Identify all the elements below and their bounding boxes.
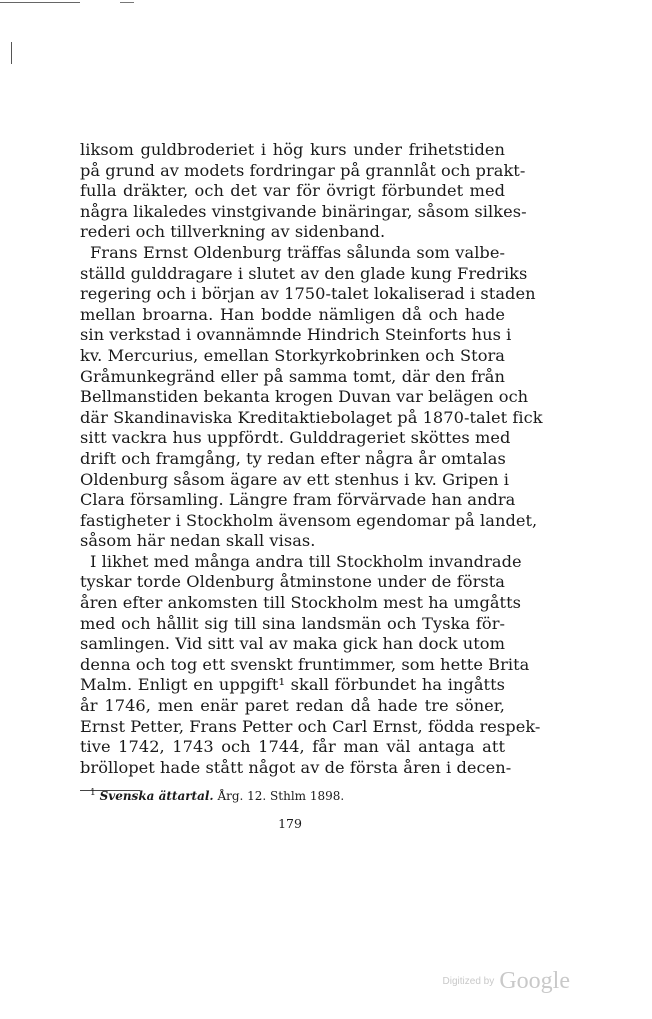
text-line: tive 1742, 1743 och 1744, får man väl antaga att — [80, 737, 505, 757]
text-line: sitt vackra hus uppfördt. Gulddrageriet sköttes med — [80, 428, 511, 448]
text-line: bröllopet hade stått något av de första åren i decen- — [80, 757, 512, 777]
text-line: ställd gulddragare i slutet av den glade kung Fredriks — [80, 263, 528, 283]
text-line: Ernst Petter, Frans Petter och Carl Ernst, födda respek- — [80, 716, 541, 736]
text-line: år 1746, men enär paret redan då hade tre söner, — [80, 696, 505, 716]
text-line: fulla dräkter, och det var för övrigt förbundet med — [80, 181, 505, 201]
watermark-prefix: Digitized by — [442, 976, 495, 987]
text-line: drift och framgång, ty redan efter några år omtalas — [80, 448, 506, 468]
footnote — [90, 788, 344, 804]
text-line: åren efter ankomsten till Stockholm mest ha umgåtts — [80, 593, 522, 613]
footnote-marker: 1 — [90, 788, 96, 798]
text-line: I likhet med många andra till Stockholm invandrade — [90, 551, 522, 571]
text-line: fastigheter i Stockholm ävensom egendomar på landet, — [80, 510, 538, 530]
digitized-watermark — [443, 968, 570, 995]
text-line: liksom guldbroderiet i hög kurs under frihetstiden — [80, 140, 505, 159]
text-line: rederi och tillverkning av sidenband. — [80, 222, 386, 242]
text-line: regering och i början av 1750-talet lokaliserad i staden — [80, 284, 536, 304]
text-line: samlingen. Vid sitt val av maka gick han dock utom — [80, 634, 506, 654]
text-line: sin verkstad i ovannämnde Hindrich Steinforts hus i — [80, 325, 512, 345]
text-line: mellan broarna. Han bodde nämligen då och hade — [80, 304, 505, 324]
text-line: tyskar torde Oldenburg åtminstone under de första — [80, 572, 505, 592]
text-line: på grund av modets fordringar på grannlåt och prakt- — [80, 160, 526, 180]
text-line: Frans Ernst Oldenburg träffas sålunda som valbe- — [90, 242, 505, 262]
google-logo: Google — [499, 968, 570, 994]
text-line: kv. Mercurius, emellan Storkyrkobrinken och Stora — [80, 345, 505, 365]
top-edge-mark — [120, 2, 134, 3]
text-line: med och hållit sig till sina landsmän och Tyska för- — [80, 613, 505, 633]
text-line: några likaledes vinstgivande binäringar, såsom silkes- — [80, 201, 527, 221]
text-line: Gråmunkegränd eller på samma tomt, där den från — [80, 366, 505, 386]
text-line: Oldenburg såsom ägare av ett stenhus i kv. Gripen i — [80, 469, 510, 489]
body-text — [80, 140, 543, 778]
text-line: Malm. Enligt en uppgift¹ skall förbundet ha ingåtts — [80, 675, 505, 695]
text-line: Bellmanstiden bekanta krogen Duvan var belägen och — [80, 387, 529, 407]
footnote-source: Svenska ättartal. — [99, 789, 214, 803]
page-number: 179 — [278, 816, 302, 831]
text-line: Clara församling. Längre fram förvärvade han andra — [80, 490, 516, 510]
text-line: där Skandinaviska Kreditaktiebolaget på 1870-talet fick — [80, 407, 543, 427]
top-edge-rule — [0, 2, 80, 3]
text-line: denna och tog ett svenskt fruntimmer, som hette Brita — [80, 654, 530, 674]
footnote-details: Årg. 12. Sthlm 1898. — [217, 789, 345, 803]
text-line: såsom här nedan skall visas. — [80, 531, 316, 551]
left-margin-mark — [11, 42, 12, 64]
